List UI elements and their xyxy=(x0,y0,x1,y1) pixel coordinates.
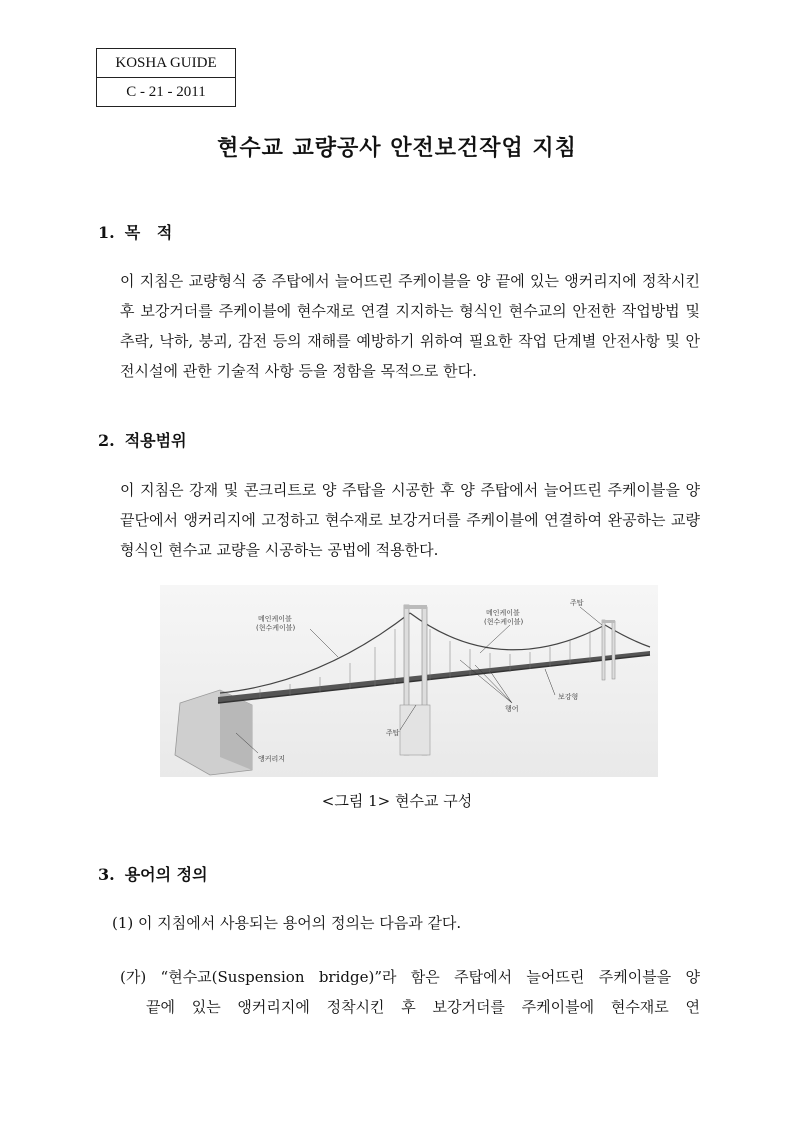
section-title: 적용범위 xyxy=(124,431,187,450)
definition-intro: (1) 이 지침에서 사용되는 용어의 정의는 다음과 같다. xyxy=(112,914,462,932)
tower-right-leg-b xyxy=(612,621,615,679)
section-number: 3. xyxy=(98,865,115,884)
suspension-bridge-figure xyxy=(160,585,658,777)
label-hanger: 행어 xyxy=(505,705,519,713)
definition-item-ga xyxy=(120,962,700,1022)
definition-item-ga-line2: 끝에 있는 앵커리지에 정착시킨 후 보강거더를 주케이블에 현수재로 연 xyxy=(146,998,700,1016)
section-3-heading xyxy=(98,862,208,885)
label-main-cable-right-sub: (현수케이블) xyxy=(484,618,524,626)
section-number: 2. xyxy=(98,431,115,450)
section-2-body: 이 지침은 강재 및 콘크리트로 양 주탑을 시공한 후 양 주탑에서 늘어뜨린 주케이블을 양 끝단에서 앵커리지에 고정하고 현수재로 보강거더를 주케이블에 연결하여 완공하는 교량 형식인 현수교 교량을 시공하는 공법에 적용한다. xyxy=(120,481,700,559)
label-stiffening-girder: 보강형 xyxy=(558,693,579,701)
guide-name: KOSHA GUIDE xyxy=(115,55,217,71)
tower-right-leg-a xyxy=(602,620,605,680)
label-tower-top: 주탑 xyxy=(570,599,584,607)
section-number: 1. xyxy=(98,223,115,242)
document-title: 현수교 교량공사 안전보건작업 지침 xyxy=(217,135,577,161)
definition-item-ga-line1: (가) “현수교(Suspension bridge)”라 함은 주탑에서 늘어뜨린 주케이블을 양 xyxy=(120,968,700,986)
tower-right-crossbeam xyxy=(602,620,615,623)
guide-code-box xyxy=(96,48,236,107)
section-title: 용어의 정의 xyxy=(124,865,208,884)
label-main-cable-right: 메인케이블 xyxy=(486,609,520,617)
label-anchorage: 앵커리지 xyxy=(258,755,286,763)
section-1-heading xyxy=(98,220,172,243)
section-1-body: 이 지침은 교량형식 중 주탑에서 늘어뜨린 주케이블을 양 끝에 있는 앵커리지에 정착시킨 후 보강거더를 주케이블에 현수재로 연결 지지하는 형식인 현수교의 안전한 작업방법 및 추락, 낙하, 붕괴, 감전 등의 재해를 예방하기 위하여 필요한 작업 단계별 안전사항 및 안전시설에 관한 기술적 사항 등을 정함을 목적으로 한다. xyxy=(120,272,700,380)
label-main-cable-left: 메인케이블 xyxy=(258,615,292,623)
label-tower-bottom: 주탑 xyxy=(386,729,400,737)
tower-left-crossbeam xyxy=(404,605,427,609)
tower-left-pier xyxy=(400,705,430,755)
guide-code: C - 21 - 2011 xyxy=(97,77,235,106)
section-title: 목 적 xyxy=(124,223,173,242)
figure-caption: <그림 1> 현수교 구성 xyxy=(321,792,473,810)
section-2-heading xyxy=(98,428,187,451)
label-main-cable-left-sub: (현수케이블) xyxy=(256,624,296,632)
